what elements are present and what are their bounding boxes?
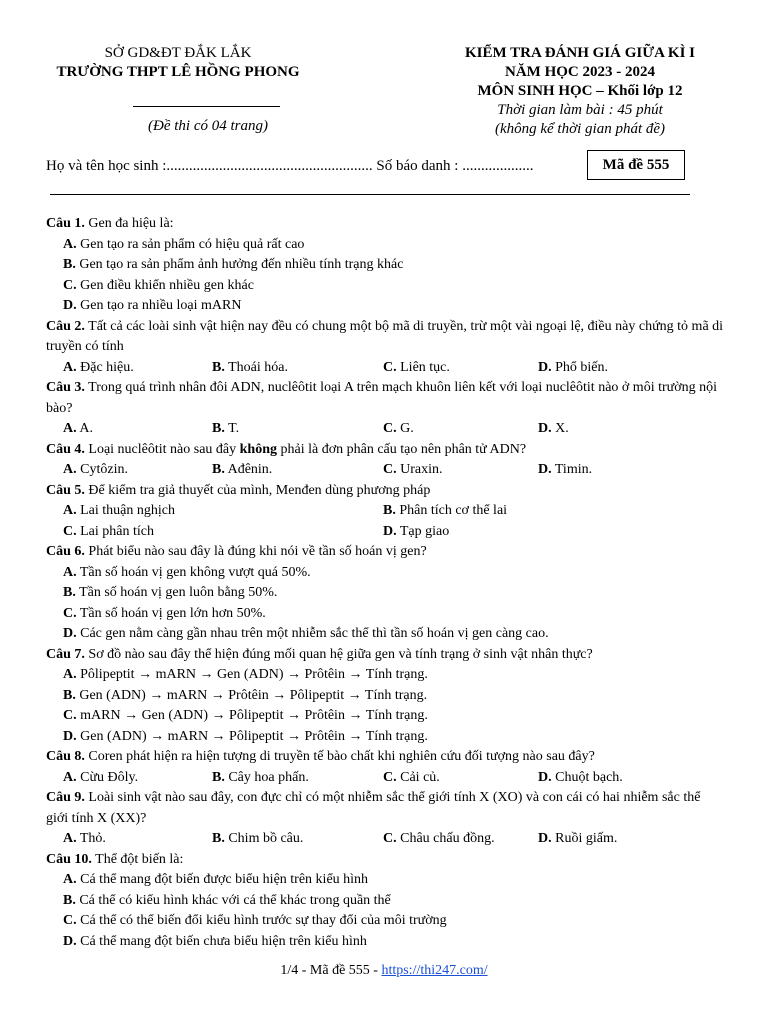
- page-footer: [0, 963, 768, 979]
- answer-option-d: [538, 829, 688, 850]
- answer-option-d: [538, 419, 688, 440]
- option-label: D.: [63, 728, 77, 744]
- option-text: Chuột bạch.: [555, 769, 623, 785]
- option-label: A.: [63, 667, 77, 682]
- question-2: [46, 317, 726, 358]
- question-number: Câu 2.: [46, 318, 85, 334]
- option-text: Ađênin.: [227, 462, 273, 477]
- option-label: B.: [63, 585, 76, 600]
- question-9: [46, 788, 726, 829]
- answer-option-c: [383, 768, 538, 789]
- answer-option-c: [383, 460, 538, 481]
- answer-option-d: [46, 727, 726, 748]
- answer-option-b: [212, 460, 383, 481]
- option-text: Cá thể mang đột biến được biểu hiện trên kiểu hình: [80, 872, 369, 887]
- option-text: Lai thuận nghịch: [80, 503, 175, 518]
- header-divider: [133, 106, 280, 107]
- answer-option-d: [46, 624, 726, 645]
- options-row: [46, 522, 726, 543]
- option-label: C.: [383, 831, 397, 846]
- school-header: [40, 44, 316, 82]
- option-text: Tần số hoán vị gen luôn bằng 50%.: [79, 585, 278, 600]
- option-label: B.: [212, 359, 225, 375]
- option-text: Cây hoa phấn.: [228, 769, 309, 785]
- answer-option-a: [63, 501, 383, 522]
- options-row: [46, 768, 726, 789]
- option-label: A.: [63, 462, 77, 477]
- option-text: Timin.: [554, 462, 593, 477]
- option-label: A.: [63, 769, 77, 785]
- subject: MÔN SINH HỌC – Khối lớp 12: [477, 83, 683, 99]
- question-text: Coren phát hiện ra hiện tượng di truyền tế bào chất khi nghiên cứu đối tượng nào sau đây?: [88, 749, 595, 764]
- option-text: Các gen nằm càng gần nhau trên một nhiễm sắc thể thì tần số hoán vị gen càng cao.: [80, 626, 549, 641]
- footer-text: 1/4 - Mã đề 555 -: [280, 963, 382, 978]
- option-text: Tạp giao: [399, 523, 450, 539]
- option-text: Cytôzin.: [80, 462, 128, 477]
- answer-option-b: [212, 358, 383, 379]
- option-text: Cừu Đôly.: [80, 769, 139, 785]
- answer-option-d: [538, 768, 688, 789]
- answer-option-a: [46, 870, 726, 891]
- option-label: A.: [63, 564, 77, 580]
- option-text: Tần số hoán vị gen không vượt quá 50%.: [79, 564, 311, 580]
- student-divider: [50, 194, 690, 195]
- answer-option-d: [538, 358, 688, 379]
- question-text: Để kiểm tra giả thuyết của mình, Menđen dùng phương pháp: [88, 482, 431, 498]
- question-number: Câu 8.: [46, 749, 85, 764]
- question-list: [46, 214, 726, 952]
- question-4: [46, 440, 726, 461]
- answer-option-b: [46, 583, 726, 604]
- answer-option-a: [63, 829, 212, 850]
- question-text: Tất cả các loài sinh vật hiện nay đều có chung một bộ mã di truyền, trừ một vài ngoại lệ, điều này chứng tỏ mã di truyền có tính: [46, 318, 724, 354]
- answer-option-d: [383, 522, 449, 543]
- department-name: SỞ GD&ĐT ĐẮK LẮK: [104, 45, 252, 61]
- option-label: A.: [63, 421, 77, 436]
- option-text: Thoái hóa.: [228, 359, 288, 375]
- option-text: X.: [555, 421, 569, 436]
- answer-option-c: [46, 276, 726, 297]
- option-label: A.: [63, 831, 77, 846]
- option-text: Chim bồ câu.: [228, 831, 304, 846]
- answer-option-a: [46, 665, 726, 686]
- question-6: [46, 542, 726, 563]
- exam-header: [430, 44, 730, 139]
- option-text: Ruồi giấm.: [555, 831, 618, 846]
- option-label: C.: [63, 913, 77, 928]
- option-label: D.: [63, 626, 77, 641]
- option-text: Cá thể mang đột biến chưa biểu hiện trên kiểu hình: [80, 933, 367, 949]
- option-label: A.: [63, 236, 77, 252]
- option-label: D.: [538, 421, 552, 436]
- option-label: D.: [538, 831, 552, 846]
- option-text: Cá thể có thể biến đổi kiểu hình trước sự thay đổi của môi trường: [80, 913, 447, 928]
- option-label: C.: [63, 277, 77, 293]
- option-label: C.: [63, 523, 77, 539]
- option-label: D.: [383, 523, 397, 539]
- option-text: Tần số hoán vị gen lớn hơn 50%.: [79, 605, 266, 621]
- options-row: [46, 460, 726, 481]
- question-8: [46, 747, 726, 768]
- question-number: Câu 7.: [46, 646, 85, 662]
- answer-option-c: [63, 522, 383, 543]
- option-text: Thỏ.: [79, 831, 106, 846]
- option-label: C.: [383, 421, 397, 436]
- option-text: Cá thể có kiểu hình khác với cá thể khác trong quần thể: [79, 892, 391, 908]
- answer-option-a: [63, 358, 212, 379]
- question-text: Sơ đồ nào sau đây thể hiện đúng mối quan hệ giữa gen và tính trạng ở sinh vật nhân thực?: [88, 646, 593, 662]
- option-label: C.: [63, 708, 77, 723]
- option-label: A.: [63, 359, 77, 375]
- options-row: [46, 829, 726, 850]
- option-text: Đặc hiệu.: [80, 359, 134, 375]
- option-text: Phổ biến.: [555, 359, 609, 375]
- option-label: C.: [383, 359, 397, 375]
- option-label: B.: [212, 831, 225, 846]
- option-text: Liên tục.: [400, 359, 450, 375]
- option-text: Phân tích cơ thể lai: [399, 503, 508, 518]
- option-text: Cải củ.: [400, 769, 440, 785]
- option-text: Pôlipeptit → mARN → Gen (ADN) → Prôtêin → Tính trạng.: [80, 667, 428, 682]
- question-1: [46, 214, 726, 235]
- exam-time-note: (không kể thời gian phát đề): [494, 121, 666, 137]
- options-row: [46, 419, 726, 440]
- question-number: Câu 6.: [46, 544, 85, 559]
- answer-option-c: [46, 604, 726, 625]
- option-text: Lai phân tích: [80, 523, 154, 539]
- option-label: D.: [63, 298, 77, 313]
- student-info-line: Họ và tên học sinh :....................................................... Số báo danh : ...................: [46, 158, 534, 174]
- option-label: B.: [63, 892, 76, 908]
- option-text: Gen (ADN) → mARN → Pôlipeptit → Prôtêin → Tính trạng.: [80, 728, 428, 744]
- question-text: Trong quá trình nhân đôi ADN, nuclêôtit loại A trên mạch khuôn liên kết với loại nuclêôtit nào ở môi trường nội bào?: [46, 380, 718, 416]
- answer-option-c: [383, 829, 538, 850]
- answer-option-b: [46, 891, 726, 912]
- option-label: B.: [63, 687, 76, 703]
- question-number: Câu 3.: [46, 380, 85, 395]
- answer-option-a: [63, 768, 212, 789]
- exam-time: Thời gian làm bài : 45 phút: [497, 102, 663, 118]
- option-text: T.: [228, 421, 240, 436]
- option-text: Gen tạo ra sản phẩm ảnh hưởng đến nhiều tính trạng khác: [79, 257, 404, 272]
- answer-option-b: [212, 829, 383, 850]
- option-text: Gen điều khiển nhiều gen khác: [80, 277, 254, 293]
- answer-option-b: [46, 255, 726, 276]
- option-label: B.: [383, 503, 396, 518]
- question-text: Thể đột biến là:: [95, 851, 184, 867]
- option-text: Uraxin.: [400, 462, 443, 477]
- question-7: [46, 645, 726, 666]
- answer-option-c: [46, 706, 726, 727]
- answer-option-b: [383, 501, 507, 522]
- option-text: Châu chấu đồng.: [400, 831, 495, 846]
- option-label: A.: [63, 503, 77, 518]
- question-number: Câu 4.: [46, 441, 85, 457]
- question-text: Gen đa hiệu là:: [88, 216, 174, 231]
- answer-option-c: [383, 419, 538, 440]
- school-year: NĂM HỌC 2023 - 2024: [505, 64, 655, 80]
- answer-option-c: [383, 358, 538, 379]
- answer-option-d: [46, 932, 726, 953]
- question-text: phải là đơn phân cấu tạo nên phân tử ADN?: [277, 441, 527, 457]
- question-number: Câu 9.: [46, 790, 85, 805]
- answer-option-b: [212, 419, 383, 440]
- answer-option-d: [46, 296, 726, 317]
- answer-option-b: [46, 686, 726, 707]
- option-label: B.: [212, 421, 225, 436]
- option-label: B.: [212, 462, 225, 477]
- answer-option-a: [46, 235, 726, 256]
- answer-option-a: [63, 419, 212, 440]
- exam-title: KIỂM TRA ĐÁNH GIÁ GIỮA KÌ I: [464, 45, 696, 61]
- option-text: G.: [400, 421, 414, 436]
- footer-link[interactable]: https://thi247.com/: [381, 963, 488, 978]
- question-text: không: [239, 441, 277, 457]
- question-text: Loài sinh vật nào sau đây, con đực chỉ có một nhiễm sắc thể giới tính X (XO) và con cái có hai nhiễm sắc thể giới tính X (XX)?: [46, 790, 701, 826]
- question-number: Câu 5.: [46, 482, 85, 498]
- option-label: D.: [538, 769, 552, 785]
- question-text: Phát biểu nào sau đây là đúng khi nói về tần số hoán vị gen?: [88, 544, 427, 559]
- option-label: C.: [383, 769, 397, 785]
- question-10: [46, 850, 726, 871]
- option-label: C.: [63, 605, 77, 621]
- school-name: TRƯỜNG THPT LÊ HỒNG PHONG: [56, 64, 300, 80]
- option-label: D.: [538, 359, 552, 375]
- option-text: Gen tạo ra nhiều loại mARN: [80, 298, 242, 313]
- answer-option-d: [538, 460, 688, 481]
- answer-option-b: [212, 768, 383, 789]
- question-text: Loại nuclêôtit nào sau đây: [88, 441, 240, 457]
- option-text: Gen (ADN) → mARN → Prôtêin → Pôlipeptit → Tính trạng.: [79, 687, 428, 703]
- option-label: C.: [383, 462, 397, 477]
- question-5: [46, 481, 726, 502]
- pages-note: (Đề thi có 04 trang): [148, 118, 268, 134]
- options-row: [46, 501, 726, 522]
- exam-code-box: Mã đề 555: [587, 150, 685, 180]
- answer-option-a: [46, 563, 726, 584]
- option-text: Gen tạo ra sản phẩm có hiệu quả rất cao: [80, 236, 305, 252]
- option-text: mARN → Gen (ADN) → Pôlipeptit → Prôtêin → Tính trạng.: [80, 708, 428, 723]
- question-number: Câu 1.: [46, 216, 85, 231]
- option-label: D.: [538, 462, 552, 477]
- question-number: Câu 10.: [46, 851, 92, 867]
- answer-option-c: [46, 911, 726, 932]
- option-label: B.: [212, 769, 225, 785]
- answer-option-a: [63, 460, 212, 481]
- option-text: A.: [79, 421, 93, 436]
- options-row: [46, 358, 726, 379]
- option-label: A.: [63, 872, 77, 887]
- option-label: B.: [63, 257, 76, 272]
- question-3: [46, 378, 726, 419]
- option-label: D.: [63, 933, 77, 949]
